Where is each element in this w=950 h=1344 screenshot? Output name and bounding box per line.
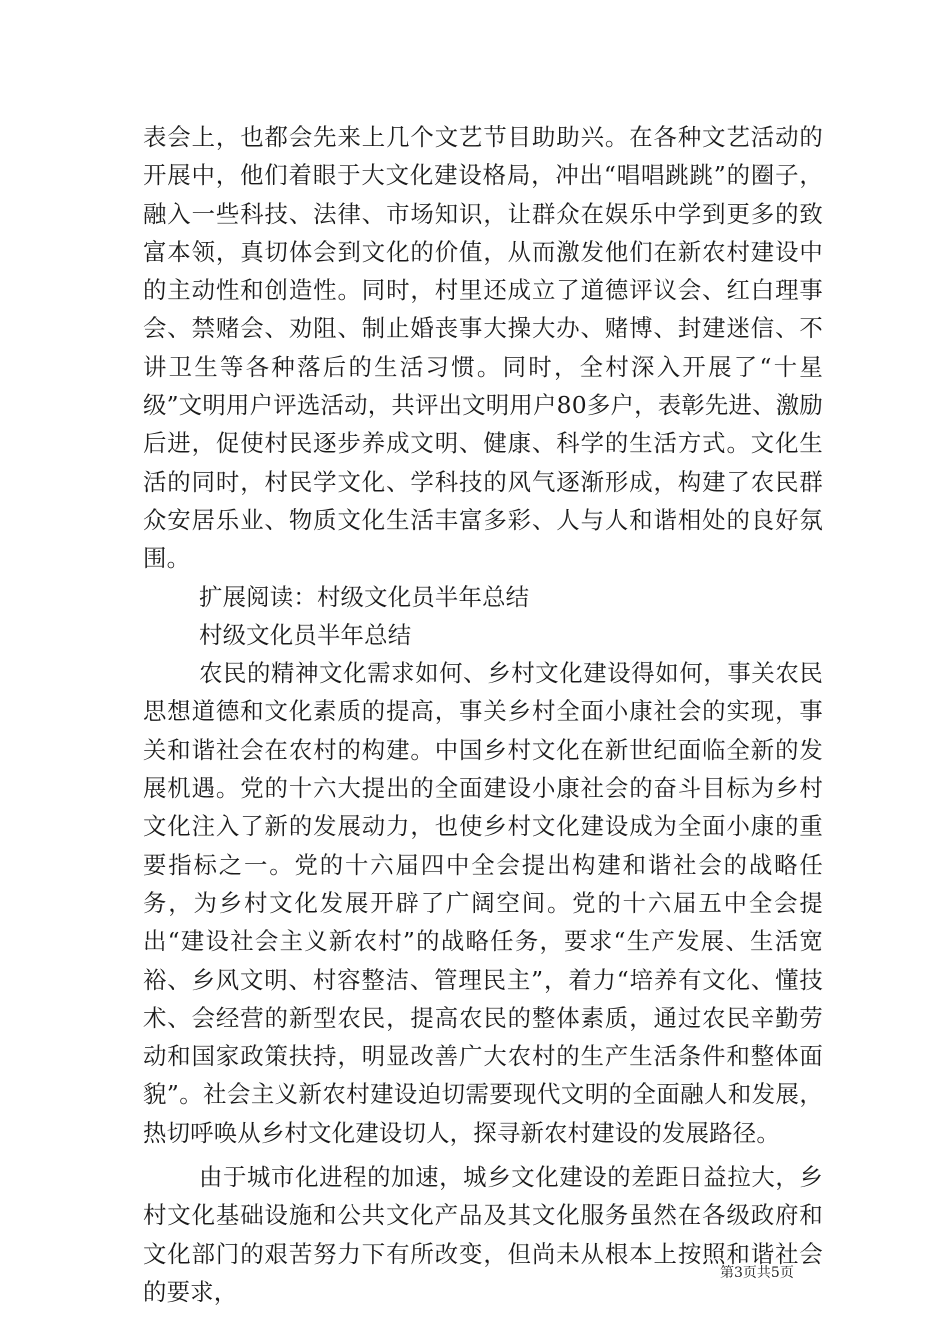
paragraph-continued: 表会上，也都会先来上几个文艺节目助助兴。在各种文艺活动的开展中，他们着眼于大文化建设格局，冲出“唱唱跳跳”的圈子，融入一些科技、法律、市场知识，让群众在娱乐中学到更多的致富本领，真切体会到文化的价值，从而激发他们在新农村建设中的主动性和创造性。同时，村里还成立了道德评议会、红白理事会、禁赌会、劝阻、制止婚丧事大操大办、赌博、封建迷信、不讲卫生等各种落后的生活习惯。同时，全村深入开展了“十星级”文明用户评选活动，共评出文明用户80多户，表彰先进、激励后进，促使村民逐步养成文明、健康、科学的生活方式。文化生活的同时，村民学文化、学科技的风气逐渐形成，构建了农民群众安居乐业、物质文化生活丰富多彩、人与人和谐相处的良好氛围。 bbox=[143, 123, 823, 573]
page-number-label: 第3页共5页 bbox=[720, 1265, 794, 1281]
paragraph-intro: 农民的精神文化需求如何、乡村文化建设得如何，事关农民思想道德和文化素质的提高，事关乡村全面小康社会的实现，事关和谐社会在农村的构建。中国乡村文化在新世纪面临全新的发展机遇。党的十六大提出的全面建设小康社会的奋斗目标为乡村文化注入了新的发展动力，也使乡村文化建设成为全面小康的重要指标之一。党的十六届四中全会提出构建和谐社会的战略任务，为乡村文化发展开辟了广阔空间。党的十六届五中全会提出“建设社会主义新农村”的战略任务，要求“生产发展、生活宽裕、乡风文明、村容整洁、管理民主”，着力“培养有文化、懂技术、会经营的新型农民，提高农民的整体素质，通过农民辛勤劳动和国家政策扶持，明显改善广大农村的生产生活条件和整体面貌”。社会主义新农村建设迫切需要现代文明的全面融人和发展，热切呼唤从乡村文化建设切人，探寻新农村建设的发展路径。 bbox=[143, 659, 823, 1147]
document-body bbox=[143, 118, 823, 1311]
section-title: 村级文化员半年总结 bbox=[199, 620, 412, 649]
page-number bbox=[720, 1262, 794, 1282]
extended-reading-heading: 扩展阅读：村级文化员半年总结 bbox=[199, 582, 530, 611]
paragraph-urbanization: 由于城市化进程的加速，城乡文化建设的差距日益拉大，乡村文化基础设施和公共文化产品及其文化服务虽然在各级政府和文化部门的艰苦努力下有所改变，但尚未从根本上按照和谐社会的要求， bbox=[143, 1163, 823, 1306]
